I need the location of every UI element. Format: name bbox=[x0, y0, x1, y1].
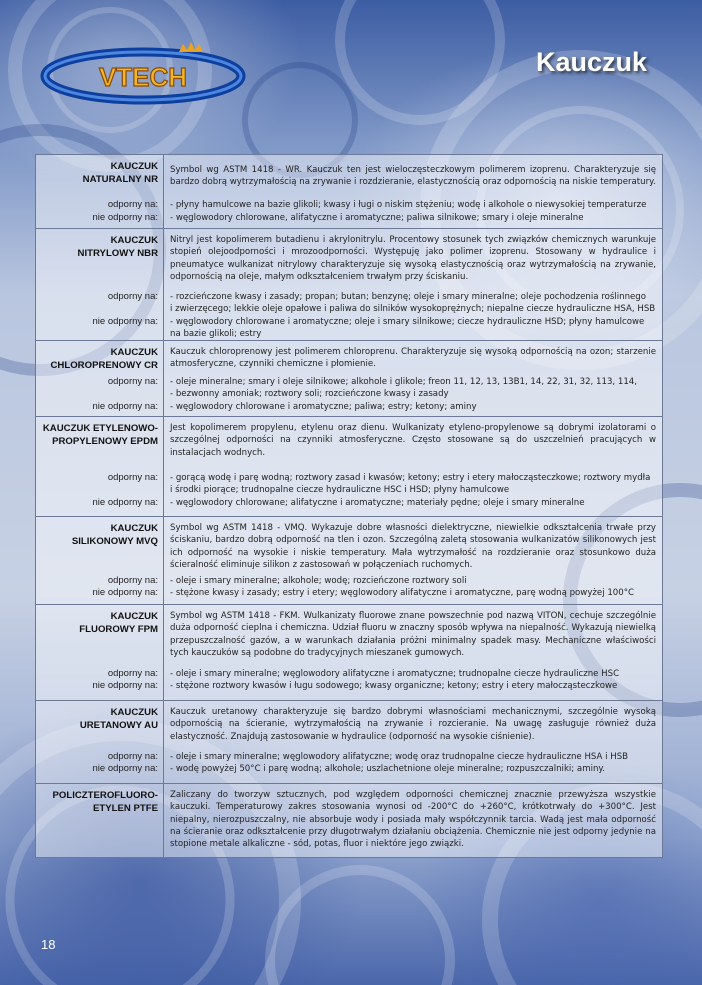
table-row bbox=[36, 605, 662, 701]
material-description: Zaliczany do tworzyw sztucznych, pod względem odporności chemicznej znacznie przewyższa wszystkie kauczuki. Temperaturowy zakres stosowania wynosi od -200°C do +260°C, krótkotrwały do +300°C. Jest niepalny, nierozpuszczalny, nie absorbuje wody i posiada mały współczynnik tarcia. Wadą jest mała odporność na ścieranie oraz odkształcenie przy długotrwałym działaniu obciążenia. Chemicznie nie jest odporny jedynie na stopione metale alkaliczne - sód, potas, fluor i niektóre jego związki. bbox=[170, 790, 656, 850]
not-resistant-list: - węglowodory chlorowane i aromatyczne; oleje i smary silnikowe; ciecze hydrauliczne HSD; płyny hamulcowe na bazie glikoli; estry bbox=[170, 317, 645, 340]
material-description: Jest kopolimerem propylenu, etylenu oraz dienu. Wulkanizaty etyleno-propylenowe są dobrymi izolatorami o szczególnej odporności na czynniki atmosferyczne. Często stosowane są do uszczelnień pracujących w instalacjach wodnych. bbox=[170, 423, 656, 458]
not-resistant-list: - stężone roztwory kwasów i ługu sodowego; kwasy organiczne; ketony; estry i etery małocząsteczkowe bbox=[170, 681, 618, 691]
vtech-logo bbox=[40, 42, 250, 108]
material-description: Symbol wg ASTM 1418 - FKM. Wulkanizaty fluorowe znane powszechnie pod nazwą VITON, cechuje szczególnie duża odporność cieplna i chemiczna. Udział fluoru w znaczny sposób wpływa na niepalność. Wykazują niewielką przepuszczalność gazów, a w warunkach działania próżni minimalny spadek masy. Mechaniczne właściwości tych kauczuków są podobne do tradycyjnych mieszanek gumowych. bbox=[170, 611, 656, 658]
not-resistant-label: nie odporny na: bbox=[92, 497, 158, 508]
resistant-label: odporny na: bbox=[107, 376, 158, 387]
page-number: 18 bbox=[41, 937, 56, 952]
material-name: KAUCZUK NITRYLOWY NBR bbox=[77, 235, 158, 259]
resistant-list: - oleje i smary mineralne; węglowodory alifatyczne i aromatyczne; trudnopalne ciecze hydrauliczne HSC bbox=[170, 669, 620, 679]
material-name: KAUCZUK FLUOROWY FPM bbox=[79, 611, 158, 635]
material-name: KAUCZUK URETANOWY AU bbox=[79, 707, 158, 731]
table-row bbox=[36, 517, 662, 605]
material-description: Nitryl jest kopolimerem butadienu i akrylonitrylu. Procentowy stosunek tych związków chemicznych warunkuje stopień olejoodporności i mrozoodporności. Występuję jako polimer izoprenu. Stosowany w hydraulice i pneumatyce wulkanizat nitrylowy charakteryzuje się wysoką elastycznością oraz wytrzymałością na zrywanie, odpornością na oleje, małym odkształceniem trwałym przy ściskaniu. bbox=[170, 235, 656, 282]
not-resistant-label: nie odporny na: bbox=[92, 212, 158, 223]
resistant-label: odporny na: bbox=[107, 472, 158, 483]
svg-text:VTECH: VTECH bbox=[98, 62, 188, 92]
resistant-list: - oleje i smary mineralne; węglowodory alifatyczne; wodę oraz trudnopalne ciecze hydrauliczne HSA i HSB bbox=[170, 752, 629, 762]
rubber-spec-table bbox=[35, 154, 663, 858]
material-description: Symbol wg ASTM 1418 - VMQ. Wykazuje dobre własności dielektryczne, niewielkie odkształcenia trwałe przy ściskaniu, bardzo dobrą odporność na tlen i ozon. Szczególną zaletą stosowania wulkanizatów silikonowych jest ich odporność na wysokie i niskie temperatury. Mała wytrzymałość na rozdzieranie oraz stosunkowo duża ścieralność eliminuje silikon z zastosowań w połączeniach ruchomych. bbox=[170, 523, 656, 570]
material-name: KAUCZUK CHLOROPRENOWY CR bbox=[50, 347, 158, 371]
material-name: KAUCZUK SILIKONOWY MVQ bbox=[71, 523, 158, 547]
not-resistant-list: - węglowodory chlorowane i aromatyczne; paliwa; estry; ketony; aminy bbox=[170, 402, 477, 412]
table-row bbox=[36, 229, 662, 341]
resistant-label: odporny na: bbox=[107, 751, 158, 762]
not-resistant-label: nie odporny na: bbox=[92, 763, 158, 774]
table-row bbox=[36, 341, 662, 417]
not-resistant-label: nie odporny na: bbox=[92, 401, 158, 412]
not-resistant-list: - węglowodory chlorowane, alifatyczne i aromatyczne; paliwa silnikowe; smary i oleje mineralne bbox=[170, 213, 584, 223]
resistant-label: odporny na: bbox=[107, 575, 158, 586]
not-resistant-label: nie odporny na: bbox=[92, 316, 158, 327]
table-row bbox=[36, 784, 662, 857]
not-resistant-list: - wodę powyżej 50°C i parę wodną; alkohole; uszlachetnione oleje mineralne; rozpuszczalniki; aminy. bbox=[170, 764, 605, 774]
resistant-list: - oleje mineralne; smary i oleje silnikowe; alkohole i glikole; freon 11, 12, 13, 13B1, 14, 22, 31, 32, 113, 114, - bezwonny amoniak; roztwory soli; rozcieńczone kwasy i zasady bbox=[170, 377, 638, 400]
not-resistant-list: - węglowodory chlorowane; alifatyczne i aromatyczne; materiały pędne; oleje i smary mineralne bbox=[170, 498, 585, 508]
not-resistant-label: nie odporny na: bbox=[92, 587, 158, 598]
material-name: KAUCZUK ETYLENOWO- PROPYLENOWY EPDM bbox=[42, 423, 158, 447]
not-resistant-list: - stężone kwasy i zasady; estry i etery; węglowodory alifatyczne i aromatyczne, parę wodną powyżej 100°C bbox=[170, 588, 635, 598]
material-description: Kauczuk chloroprenowy jest polimerem chloroprenu. Charakteryzuje się wysoką odpornością na ozon; starzenie atmosferyczne, czynniki chemiczne i płomienie. bbox=[170, 347, 656, 370]
resistant-label: odporny na: bbox=[107, 668, 158, 679]
resistant-list: - oleje i smary mineralne; alkohole; wodę; rozcieńczone roztwory soli bbox=[170, 576, 467, 586]
material-name: POLICZTEROFLUORO- ETYLEN PTFE bbox=[52, 790, 158, 814]
resistant-label: odporny na: bbox=[107, 291, 158, 302]
resistant-list: - gorącą wodę i parę wodną; roztwory zasad i kwasów; ketony; estry i etery małocząsteczkowe; roztwory mydła i środki piorące; trudnopalne ciecze hydrauliczne HSC i HSD; płyny hamulcowe bbox=[170, 473, 651, 496]
resistant-list: - płyny hamulcowe na bazie glikoli; kwasy i ługi o niskim stężeniu; wodę i alkohole o niewysokiej temperaturze bbox=[170, 200, 647, 210]
material-name: KAUCZUK NATURALNY NR bbox=[82, 161, 158, 185]
table-row bbox=[36, 155, 662, 229]
table-row bbox=[36, 701, 662, 784]
not-resistant-label: nie odporny na: bbox=[92, 680, 158, 691]
table-row bbox=[36, 417, 662, 517]
material-description: Symbol wg ASTM 1418 - WR. Kauczuk ten jest wieloczęsteczkowym polimerem izoprenu. Charakteryzuje się bardzo dobrą wytrzymałością na zrywanie i rozdzieranie, elastycznością oraz odpornością na niskie temperatury. bbox=[170, 165, 656, 188]
page-title: Kauczuk bbox=[535, 47, 647, 77]
resistant-label: odporny na: bbox=[107, 199, 158, 210]
resistant-list: - rozcieńczone kwasy i zasady; propan; butan; benzynę; oleje i smary mineralne; oleje pochodzenia roślinnego i zwierzęcego; lekkie oleje opałowe i paliwa do silników wysokoprężnych; niepalne ciecze hydrauliczne HSA, HSB bbox=[170, 292, 656, 315]
material-description: Kauczuk uretanowy charakteryzuje się bardzo dobrymi własnościami mechanicznymi, szczególnie wysoką odpornością na ścieranie, wytrzymałością na zrywanie i rozcieranie. Na uwagę zasługuje również duża elastyczność. Znajdują zastosowanie w hydraulice (odporność na wysokie ciśnienie). bbox=[170, 707, 656, 742]
